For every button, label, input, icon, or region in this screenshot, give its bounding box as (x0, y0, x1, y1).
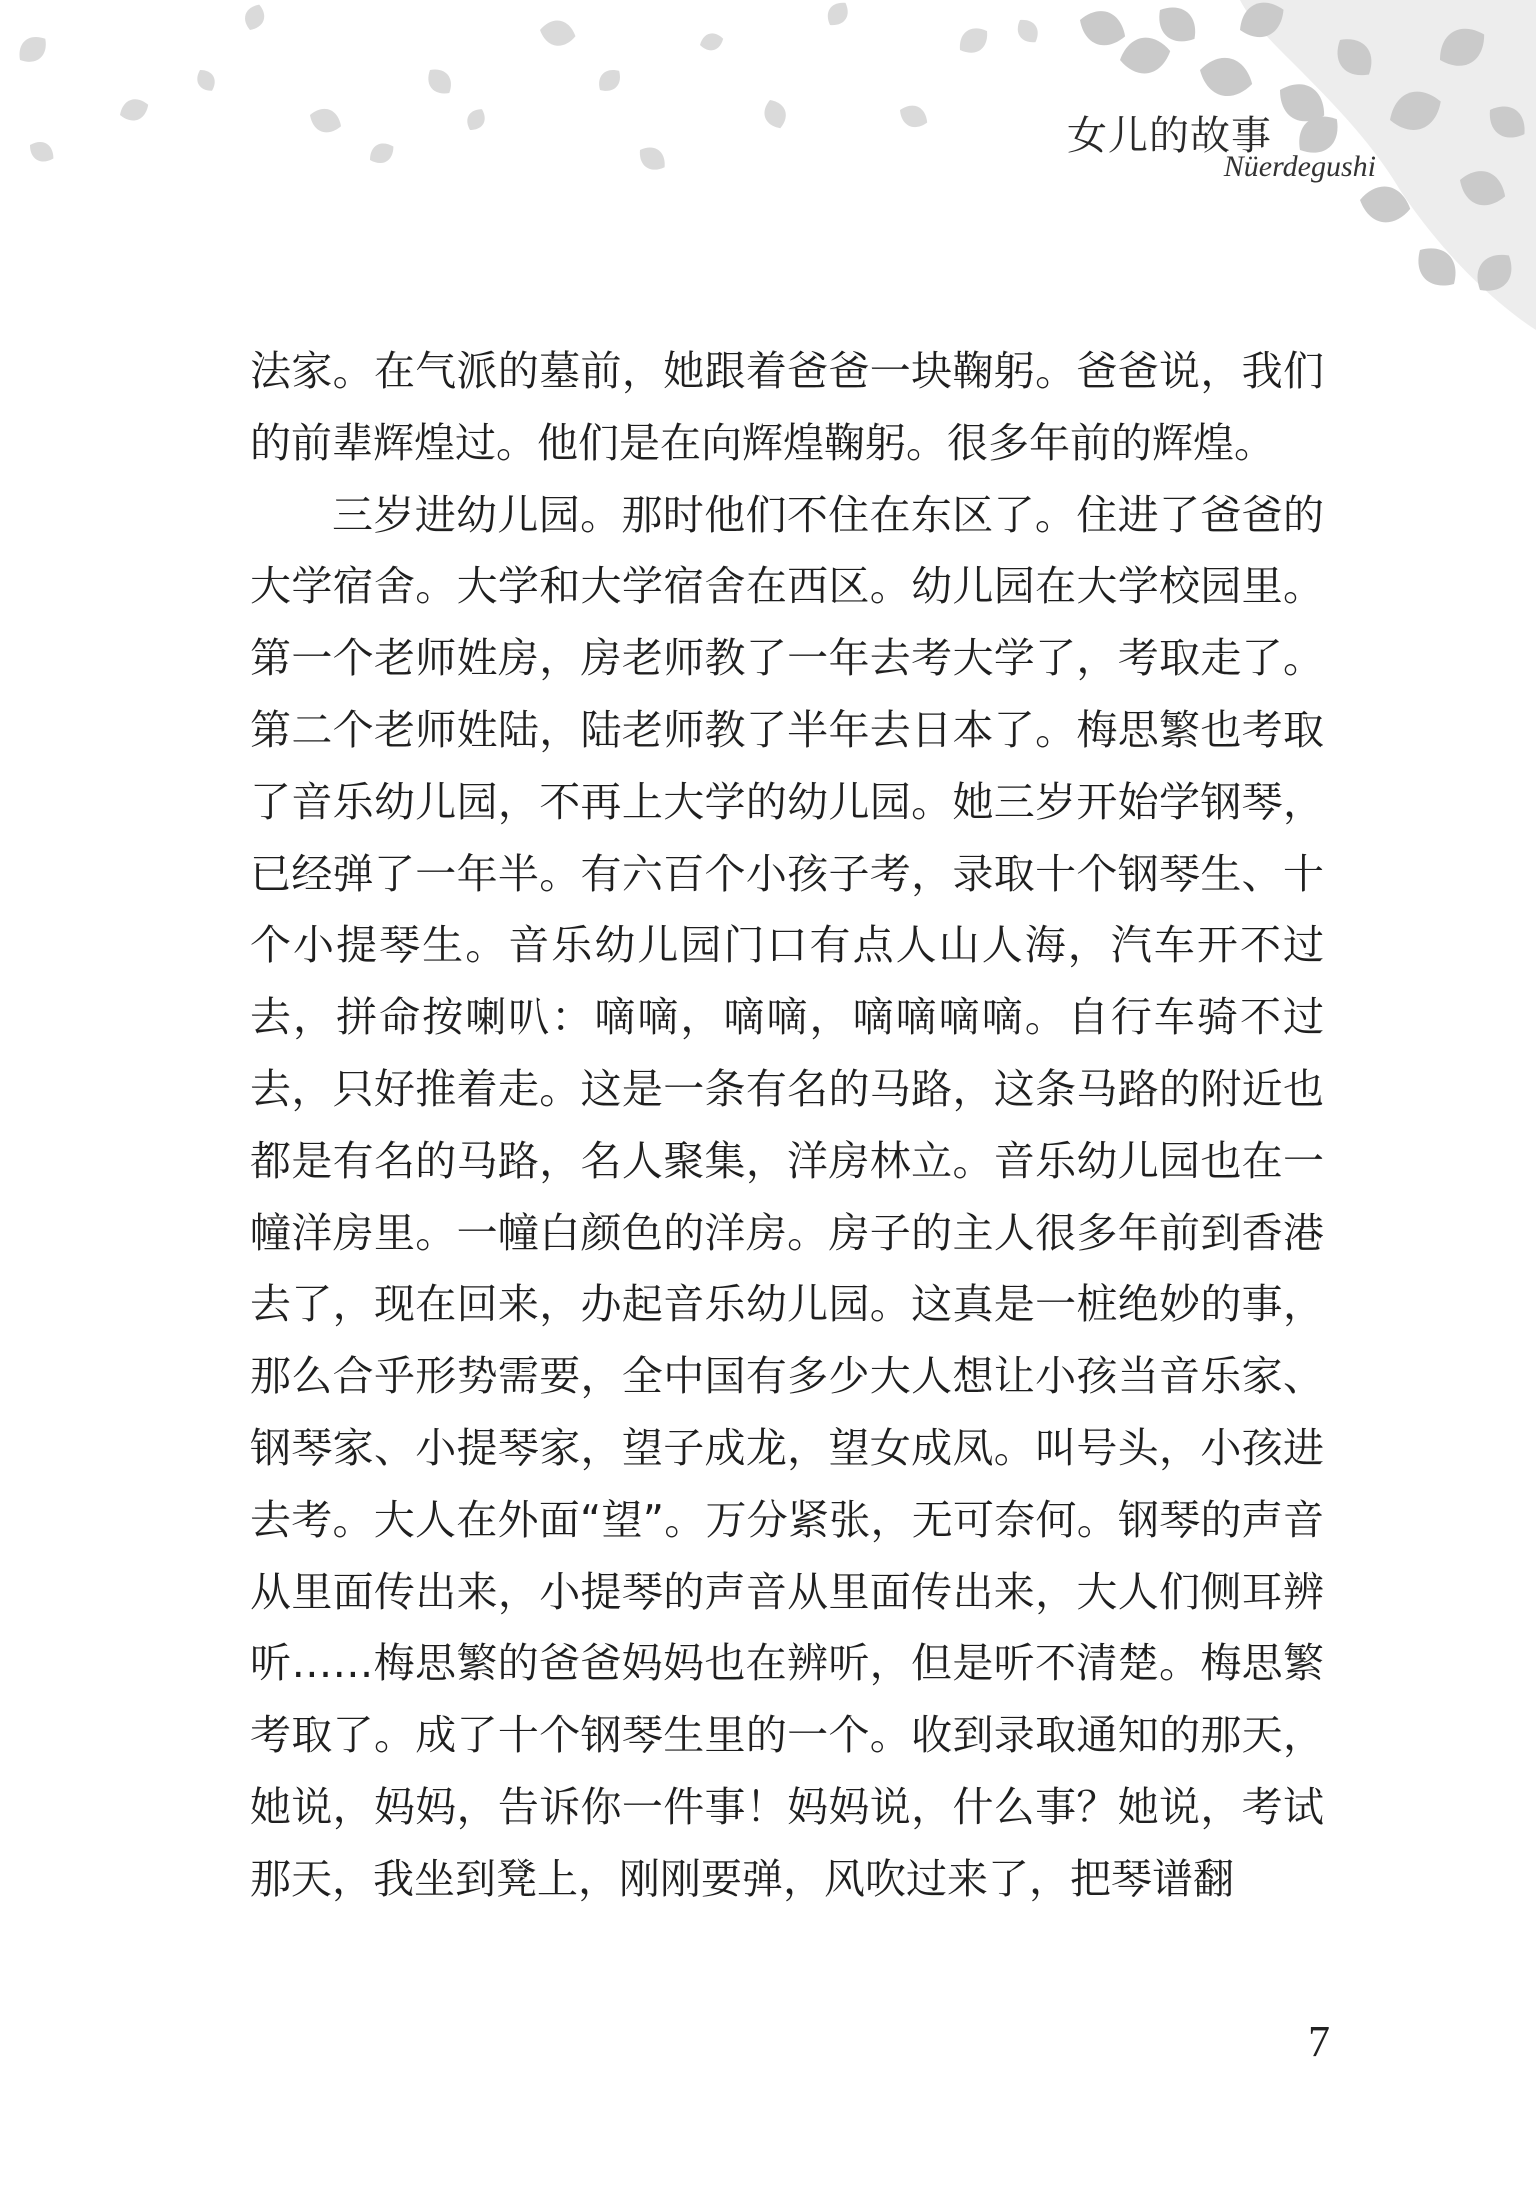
paragraph: 三岁进幼儿园。那时他们不住在东区了。住进了爸爸的大学宿舍。大学和大学宿舍在西区。幼儿园在大学校园里。第一个老师姓房，房老师教了一年去考大学了，考取走了。第二个老师姓陆，陆老师教了半年去日本了。梅思繁也考取了音乐幼儿园，不再上大学的幼儿园。她三岁开始学钢琴，已经弹了一年半。有六百个小孩子考，录取十个钢琴生、十个小提琴生。音乐幼儿园门口有点人山人海，汽车开不过去，拼命按喇叭：嘀嘀，嘀嘀，嘀嘀嘀嘀。自行车骑不过去，只好推着走。这是一条有名的马路，这条马路的附近也都是有名的马路，名人聚集，洋房林立。音乐幼儿园也在一幢洋房里。一幢白颜色的洋房。房子的主人很多年前到香港去了，现在回来，办起音乐幼儿园。这真是一桩绝妙的事，那么合乎形势需要，全中国有多少大人想让小孩当音乐家、钢琴家、小提琴家，望子成龙，望女成凤。叫号头，小孩进去考。大人在外面“望”。万分紧张，无可奈何。钢琴的声音从里面传出来，小提琴的声音从里面传出来，大人们侧耳辨听……梅思繁的爸爸妈妈也在辨听，但是听不清楚。梅思繁考取了。成了十个钢琴生里的一个。收到录取通知的那天，她说，妈妈，告诉你一件事！妈妈说，什么事？她说，考试那天，我坐到凳上，刚刚要弹，风吹过来了，把琴谱翻 (250, 490, 1324, 1903)
page-number: 7 (1308, 2017, 1330, 2066)
page-body (250, 336, 1324, 1916)
leaf-branch-icon (0, 0, 1536, 380)
paragraph-continued: 法家。在气派的墓前，她跟着爸爸一块鞠躬。爸爸说，我们的前辈辉煌过。他们是在向辉煌鞠躬。很多年前的辉煌。 (250, 347, 1324, 467)
running-header-pinyin: Nüerdegushi (1223, 150, 1376, 183)
running-header-title: 女儿的故事 (1067, 113, 1272, 159)
